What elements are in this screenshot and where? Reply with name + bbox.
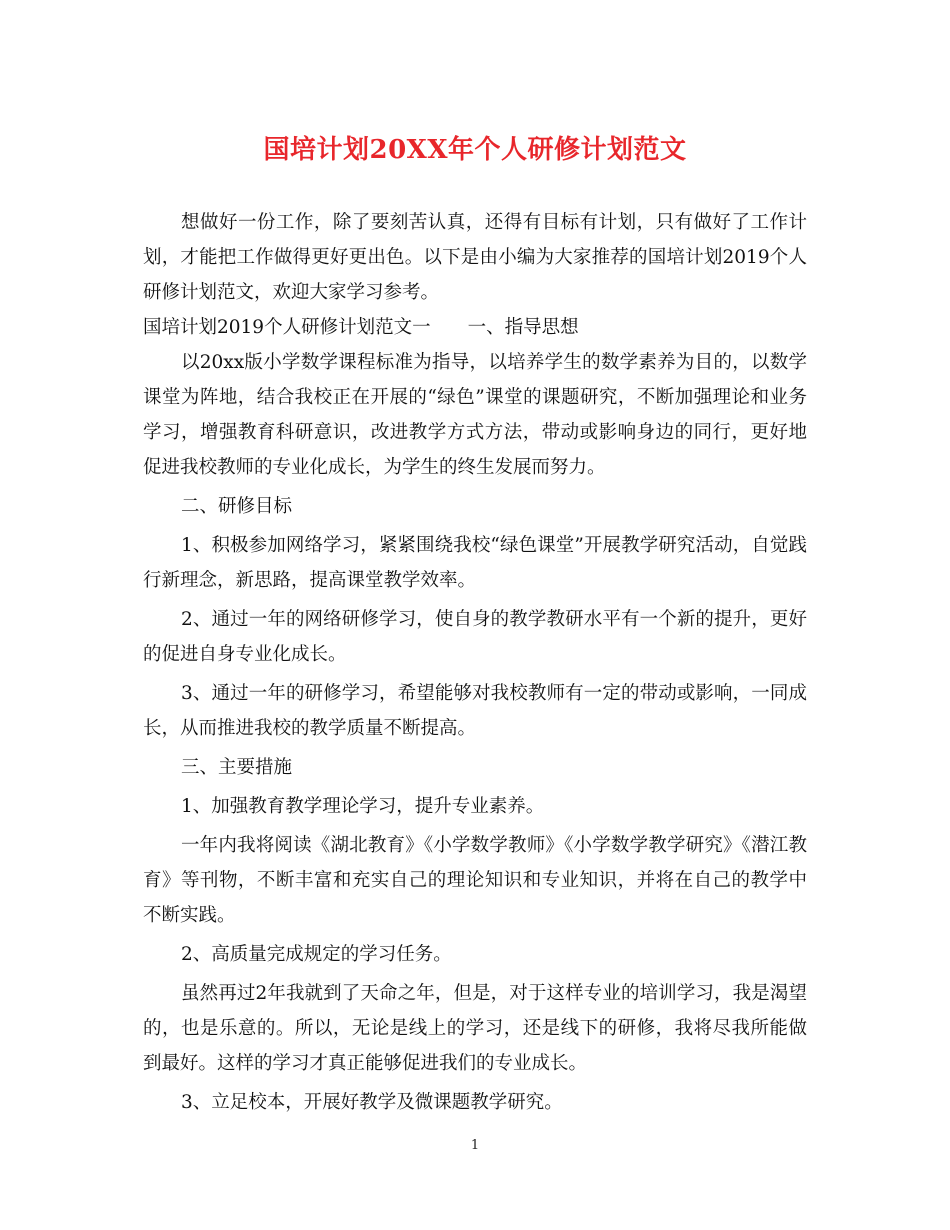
paragraph-goal-2: 2、通过一年的网络研修学习，使自身的教学教研水平有一个新的提升，更好的促进自身专业化成长。: [143, 609, 807, 665]
paragraph-guiding-thought: 以20xx版小学数学课程标准为指导，以培养学生的数学素养为目的，以数学课堂为阵地，结合我校正在开展的“绿色”课堂的课题研究，不断加强理论和业务学习，增强教育科研意识，改进教学方式方法，带动或影响身边的同行，更好地促进我校教师的专业化成长，为学生的终生发展而努力。: [143, 352, 807, 478]
paragraph-measure-3: 3、立足校本，开展好教学及微课题教学研究。: [181, 1092, 563, 1113]
paragraph-section-heading: 国培计划2019个人研修计划范文一 一、指导思想: [143, 317, 579, 338]
document-title: 国培计划20XX年个人研修计划范文: [263, 135, 687, 165]
paragraph-goal-3: 3、通过一年的研修学习，希望能够对我校教师有一定的带动或影响，一同成长，从而推进我校的教学质量不断提高。: [143, 683, 807, 739]
paragraph-measure-2: 2、高质量完成规定的学习任务。: [181, 944, 452, 965]
paragraph-goal-1: 1、积极参加网络学习，紧紧围绕我校“绿色课堂”开展教学研究活动，自觉践行新理念，新思路，提高课堂教学效率。: [143, 535, 807, 591]
paragraph-heading-measures: 三、主要措施: [181, 757, 293, 778]
paragraph-intro: 想做好一份工作，除了要刻苦认真，还得有目标有计划，只有做好了工作计划，才能把工作做得更好更出色。以下是由小编为大家推荐的国培计划2019个人研修计划范文，欢迎大家学习参考。: [143, 212, 807, 303]
page-number: 1: [470, 1138, 480, 1153]
paragraph-measure-1: 1、加强教育教学理论学习，提升专业素养。: [181, 796, 545, 817]
document-body: [143, 205, 807, 1120]
paragraph-measure-1-detail: 一年内我将阅读《湖北教育》《小学数学教师》《小学数学教学研究》《潜江教育》等刊物，不断丰富和充实自己的理论知识和专业知识，并将在自己的教学中不断实践。: [143, 835, 807, 926]
paragraph-measure-2-detail: 虽然再过2年我就到了天命之年，但是，对于这样专业的培训学习，我是渴望的，也是乐意的。所以，无论是线上的学习，还是线下的研修，我将尽我所能做到最好。这样的学习才真正能够促进我们的专业成长。: [143, 983, 807, 1074]
paragraph-heading-goals: 二、研修目标: [181, 496, 293, 517]
